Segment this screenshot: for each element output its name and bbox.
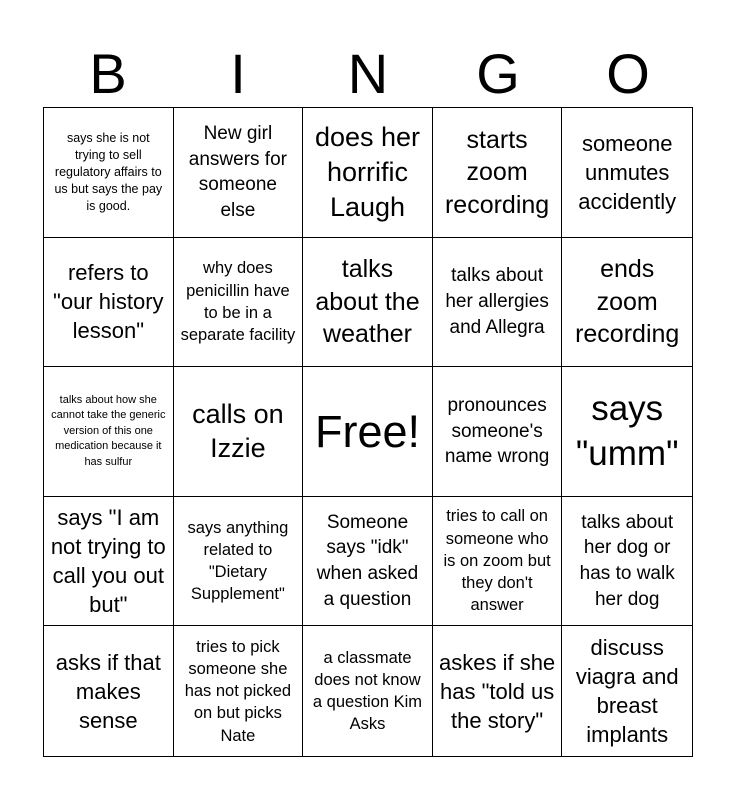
bingo-cell-r2c4[interactable]	[433, 238, 563, 368]
bingo-cell-r4c1[interactable]	[44, 497, 174, 627]
bingo-cell-r1c4[interactable]	[433, 108, 563, 238]
bingo-cell-r4c3[interactable]	[303, 497, 433, 627]
cell-text: Someone says "idk" when asked a question	[316, 511, 419, 610]
cell-text: tries to pick someone she has not picked on but picks Nate	[184, 637, 292, 745]
bingo-header	[43, 40, 693, 108]
bingo-cell-r1c5[interactable]	[562, 108, 692, 238]
header-letter-n: N	[347, 42, 389, 105]
cell-text: a classmate does not know a question Kim Asks	[312, 648, 423, 734]
bingo-cell-r4c2[interactable]	[174, 497, 304, 627]
cell-text: starts zoom recording	[444, 125, 550, 219]
cell-text: New girl answers for someone else	[188, 123, 287, 221]
bingo-cell-r2c2[interactable]	[174, 238, 304, 368]
cell-text: says anything related to "Dietary Supplement"	[187, 518, 289, 604]
cell-text: talks about how she cannot take the generic version of this one medication because it has sulfur	[51, 394, 166, 468]
header-letter-o: O	[606, 42, 650, 105]
cell-text: tries to call on someone who is on zoom but they don't answer	[443, 507, 551, 615]
cell-text: discuss viagra and breast implants	[575, 635, 679, 748]
bingo-cell-r5c3[interactable]	[303, 626, 433, 756]
bingo-cell-r2c1[interactable]	[44, 238, 174, 368]
cell-text: talks about her dog or has to walk her dog	[579, 511, 675, 610]
cell-text: says "umm"	[575, 388, 679, 474]
cell-text: askes if she has "told us the story"	[439, 649, 556, 733]
bingo-cell-r3c5[interactable]	[562, 367, 692, 497]
header-letter-g: G	[476, 42, 520, 105]
cell-text: refers to "our history lesson"	[53, 260, 164, 344]
bingo-cell-r4c4[interactable]	[433, 497, 563, 627]
cell-text: pronounces someone's name wrong	[444, 395, 550, 468]
bingo-cell-r5c5[interactable]	[562, 626, 692, 756]
cell-text: someone unmutes accidently	[578, 130, 677, 214]
cell-text: asks if that makes sense	[55, 649, 161, 733]
header-letter-i: I	[230, 42, 246, 105]
cell-text: calls on Izzie	[192, 398, 284, 464]
bingo-cell-r2c5[interactable]	[562, 238, 692, 368]
bingo-cell-r1c2[interactable]	[174, 108, 304, 238]
cell-text: says "I am not trying to call you out but"	[50, 505, 166, 618]
bingo-cell-r5c4[interactable]	[433, 626, 563, 756]
bingo-cell-r4c5[interactable]	[562, 497, 692, 627]
bingo-cell-r1c1[interactable]	[44, 108, 174, 238]
cell-text: talks about the weather	[315, 255, 420, 349]
bingo-cell-r5c2[interactable]	[174, 626, 304, 756]
cell-text: ends zoom recording	[575, 255, 680, 349]
bingo-cell-r5c1[interactable]	[44, 626, 174, 756]
cell-text: does her horrific Laugh	[314, 122, 421, 222]
cell-text: why does penicillin have to be in a separate facility	[180, 259, 296, 345]
free-space-text: Free!	[314, 405, 420, 457]
bingo-cell-r3c1[interactable]	[44, 367, 174, 497]
cell-text: talks about her allergies and Allegra	[445, 265, 549, 338]
header-letter-b: B	[89, 42, 127, 105]
cell-text: says she is not trying to sell regulatory affairs to us but says the pay is good.	[54, 131, 163, 213]
bingo-cell-r2c3[interactable]	[303, 238, 433, 368]
bingo-cell-free[interactable]	[303, 367, 433, 497]
bingo-board	[43, 107, 693, 757]
bingo-cell-r3c2[interactable]	[174, 367, 304, 497]
bingo-cell-r1c3[interactable]	[303, 108, 433, 238]
bingo-cell-r3c4[interactable]	[433, 367, 563, 497]
